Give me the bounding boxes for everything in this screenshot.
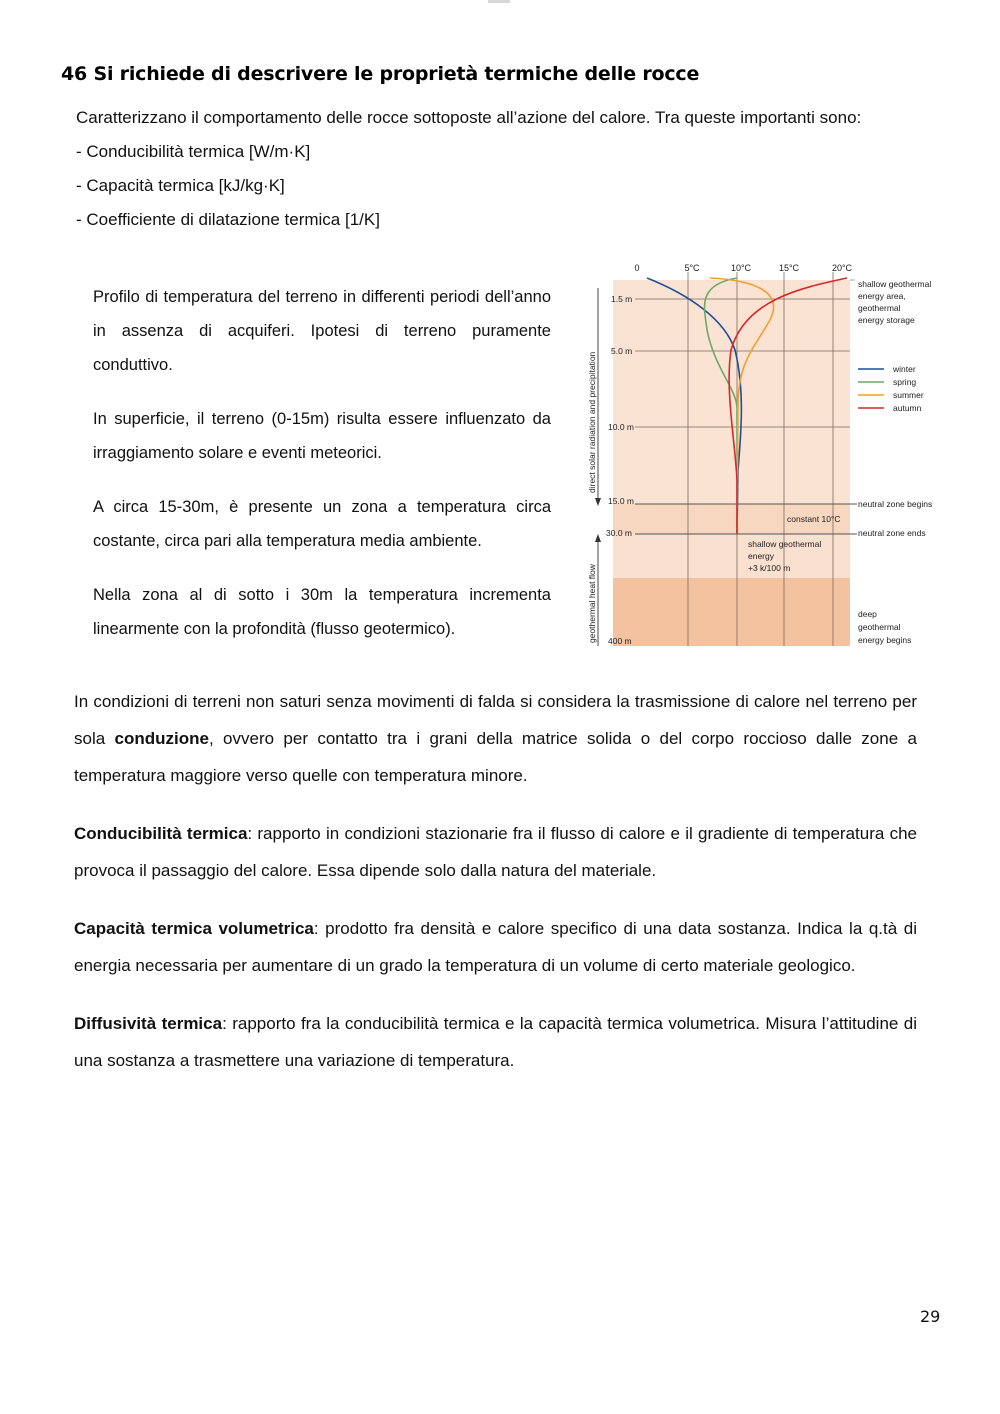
legend-spring: spring [893,377,917,387]
deep-geothermal-label [858,609,911,645]
season-legend [858,364,924,413]
conduction-paragraph: In condizioni di terreni non saturi senza movimenti di falda si considera la trasmissione di calore nel terreno per sola conduzione, ovvero per contatto tra i grani della matrice solida o del corpo roccioso dalle zone a temperatura maggiore verso quelle con temperatura minore. [74,692,917,785]
body-text [74,683,917,1100]
depth-15: 15.0 m [608,496,634,506]
svg-text:shallow geothermal: shallow geothermal [748,539,822,549]
temp-tick-20: 20°C [831,263,853,273]
svg-text:deep: deep [858,609,877,619]
conductivity-term: Conducibilità termica [74,824,248,843]
header-mark [488,0,510,3]
diffusivity-paragraph: Diffusività termica: rapporto fra la conducibilità termica e la capacità termica volumetrica. Misura l’attitudine di una sostanza a trasmettere una variazione di temperatura. [74,1014,917,1070]
conduction-term: conduzione [114,729,209,748]
svg-text:energy begins: energy begins [858,635,912,645]
page-number: 29 [920,1307,941,1326]
shallow-area-label [858,279,931,325]
neutral-begins-label: neutral zone begins [858,499,933,509]
legend-winter: winter [893,364,916,374]
intro-item-dilatation: - Coefficiente di dilatazione termica [1/K] [76,210,380,229]
neutral-ends-label: neutral zone ends [858,528,926,538]
intro-block [76,101,861,237]
constant-temperature-label: constant 10°C [787,514,841,524]
legend-summer: summer [893,390,924,400]
svg-text:energy storage: energy storage [858,315,915,325]
svg-text:energy area,: energy area, [858,291,906,301]
temp-tick-0: 0 [634,263,640,273]
depth-1-5: 1.5 m [611,294,633,304]
svg-text:energy: energy [748,551,774,561]
figure-description [93,280,551,666]
side-paragraph: A circa 15-30m, è presente un zona a temperatura circa costante, circa pari alla temperatura media ambiente. [93,498,551,550]
intro-line: Caratterizzano il comportamento delle rocce sottoposte all’azione del calore. Tra queste importanti sono: [76,108,862,127]
temperature-ticks [634,263,852,273]
ground-temperature-figure [575,250,960,650]
depth-10: 10.0 m [608,422,634,432]
legend-autumn: autumn [893,403,922,413]
depth-5: 5.0 m [611,346,633,356]
intro-item-capacity: - Capacità termica [kJ/kg·K] [76,176,285,195]
deep-zone-band [613,578,850,646]
upper-zone-band [613,280,850,504]
svg-text:shallow geothermal: shallow geothermal [858,279,932,289]
side-paragraph: Nella zona al di sotto i 30m la temperatura incrementa linearmente con la profondità (flusso geotermico). [93,586,551,638]
svg-text:+3 k/100 m: +3 k/100 m [748,563,791,573]
capacity-paragraph: Capacità termica volumetrica: prodotto fra densità e calore specifico di una data sostanza. Indica la q.tà di energia necessaria per aumentare di un grado la temperatura di un volume di certo materiale geologico. [74,919,917,975]
conductivity-paragraph: Conducibilità termica: rapporto in condizioni stazionarie fra il flusso di calore e il gradiente di temperatura che provoca il passaggio del calore. Essa dipende solo dalla natura del materiale. [74,824,917,880]
temp-tick-10: 10°C [730,263,752,273]
depth-30: 30.0 m [606,528,632,538]
upper-axis-label: direct solar radiation and precipitation [587,351,597,493]
side-paragraph: In superficie, il terreno (0-15m) risulta essere influenzato da irraggiamento solare e eventi meteorici. [93,410,551,462]
question-heading: 46 Si richiede di descrivere le proprietà termiche delle rocce [61,63,700,85]
intro-item-conductivity: - Conducibilità termica [W/m·K] [76,142,311,161]
side-paragraph: Profilo di temperatura del terreno in differenti periodi dell’anno in assenza di acquiferi. Ipotesi di terreno puramente conduttivo. [93,288,551,374]
temp-tick-5: 5°C [684,263,700,273]
lower-axis-label: geothermal heat flow [587,564,597,643]
depth-400: 400 m [608,636,632,646]
svg-text:geothermal: geothermal [858,622,901,632]
capacity-term: Capacità termica volumetrica [74,919,314,938]
diffusivity-term: Diffusività termica [74,1014,223,1033]
svg-text:geothermal: geothermal [858,303,901,313]
temp-tick-15: 15°C [778,263,800,273]
